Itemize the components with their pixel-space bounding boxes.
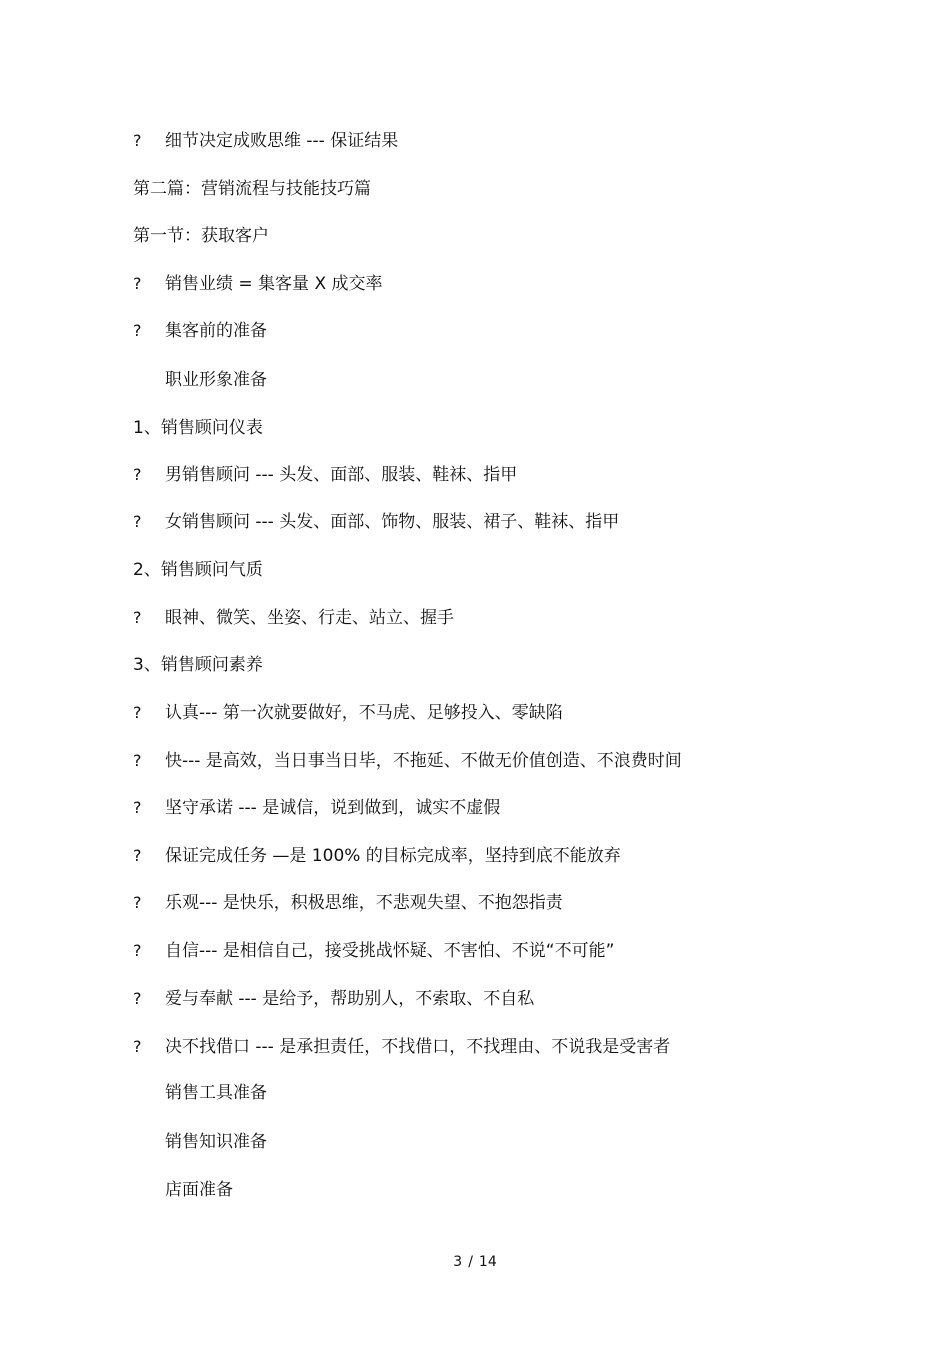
page-number-footer <box>0 1254 950 1270</box>
line-text: 快--- 是高效，当日事当日毕，不拖延、不做无价值创造、不浪费时间 <box>165 751 682 771</box>
line-text: 2、销售顾问气质 <box>133 560 263 580</box>
line-text: 坚守承诺 --- 是诚信，说到做到，诚实不虚假 <box>165 798 501 818</box>
line-text: 爱与奉献 --- 是给予，帮助别人，不索取、不自私 <box>165 989 535 1009</box>
line-text: 保证完成任务 —是 100% 的目标完成率，坚持到底不能放弃 <box>165 846 621 866</box>
line-text: 女销售顾问 --- 头发、面部、饰物、服装、裙子、鞋袜、指甲 <box>165 512 620 532</box>
line-text: 3、销售顾问素养 <box>133 655 263 675</box>
line-text: 集客前的准备 <box>165 321 267 341</box>
line-text: 认真--- 第一次就要做好，不马虎、足够投入、零缺陷 <box>165 703 563 723</box>
bullet-marker: ? <box>133 941 142 960</box>
total-page-count: 14 <box>478 1254 497 1270</box>
line-text: 职业形象准备 <box>165 370 267 390</box>
bullet-marker: ? <box>133 608 142 627</box>
bullet-marker: ? <box>133 989 142 1008</box>
bullet-marker: ? <box>133 465 142 484</box>
line-text: 第二篇：营销流程与技能技巧篇 <box>133 179 371 199</box>
bullet-marker: ? <box>133 131 142 150</box>
line-text: 细节决定成败思维 --- 保证结果 <box>165 131 399 151</box>
bullet-marker: ? <box>133 751 142 770</box>
bullet-marker: ? <box>133 1037 142 1056</box>
line-text: 决不找借口 --- 是承担责任，不找借口，不找理由、不说我是受害者 <box>165 1037 671 1057</box>
bullet-marker: ? <box>133 846 142 865</box>
line-text: 销售工具准备 <box>165 1083 267 1103</box>
line-text: 第一节：获取客户 <box>133 226 269 246</box>
line-text: 眼神、微笑、坐姿、行走、站立、握手 <box>165 608 454 628</box>
bullet-marker: ? <box>133 274 142 293</box>
line-text: 店面准备 <box>165 1180 233 1200</box>
bullet-marker: ? <box>133 703 142 722</box>
bullet-marker: ? <box>133 893 142 912</box>
current-page-number: 3 <box>453 1254 463 1270</box>
line-text: 男销售顾问 --- 头发、面部、服装、鞋袜、指甲 <box>165 465 518 485</box>
line-text: 乐观--- 是快乐，积极思维，不悲观失望、不抱怨指责 <box>165 893 563 913</box>
line-text: 1、销售顾问仪表 <box>133 418 263 438</box>
bullet-marker: ? <box>133 798 142 817</box>
bullet-marker: ? <box>133 321 142 340</box>
line-text: 销售业绩 = 集客量 X 成交率 <box>165 274 383 294</box>
bullet-marker: ? <box>133 512 142 531</box>
page-separator: / <box>468 1254 473 1270</box>
line-text: 销售知识准备 <box>165 1132 267 1152</box>
line-text: 自信--- 是相信自己，接受挑战怀疑、不害怕、不说“不可能” <box>165 941 615 961</box>
